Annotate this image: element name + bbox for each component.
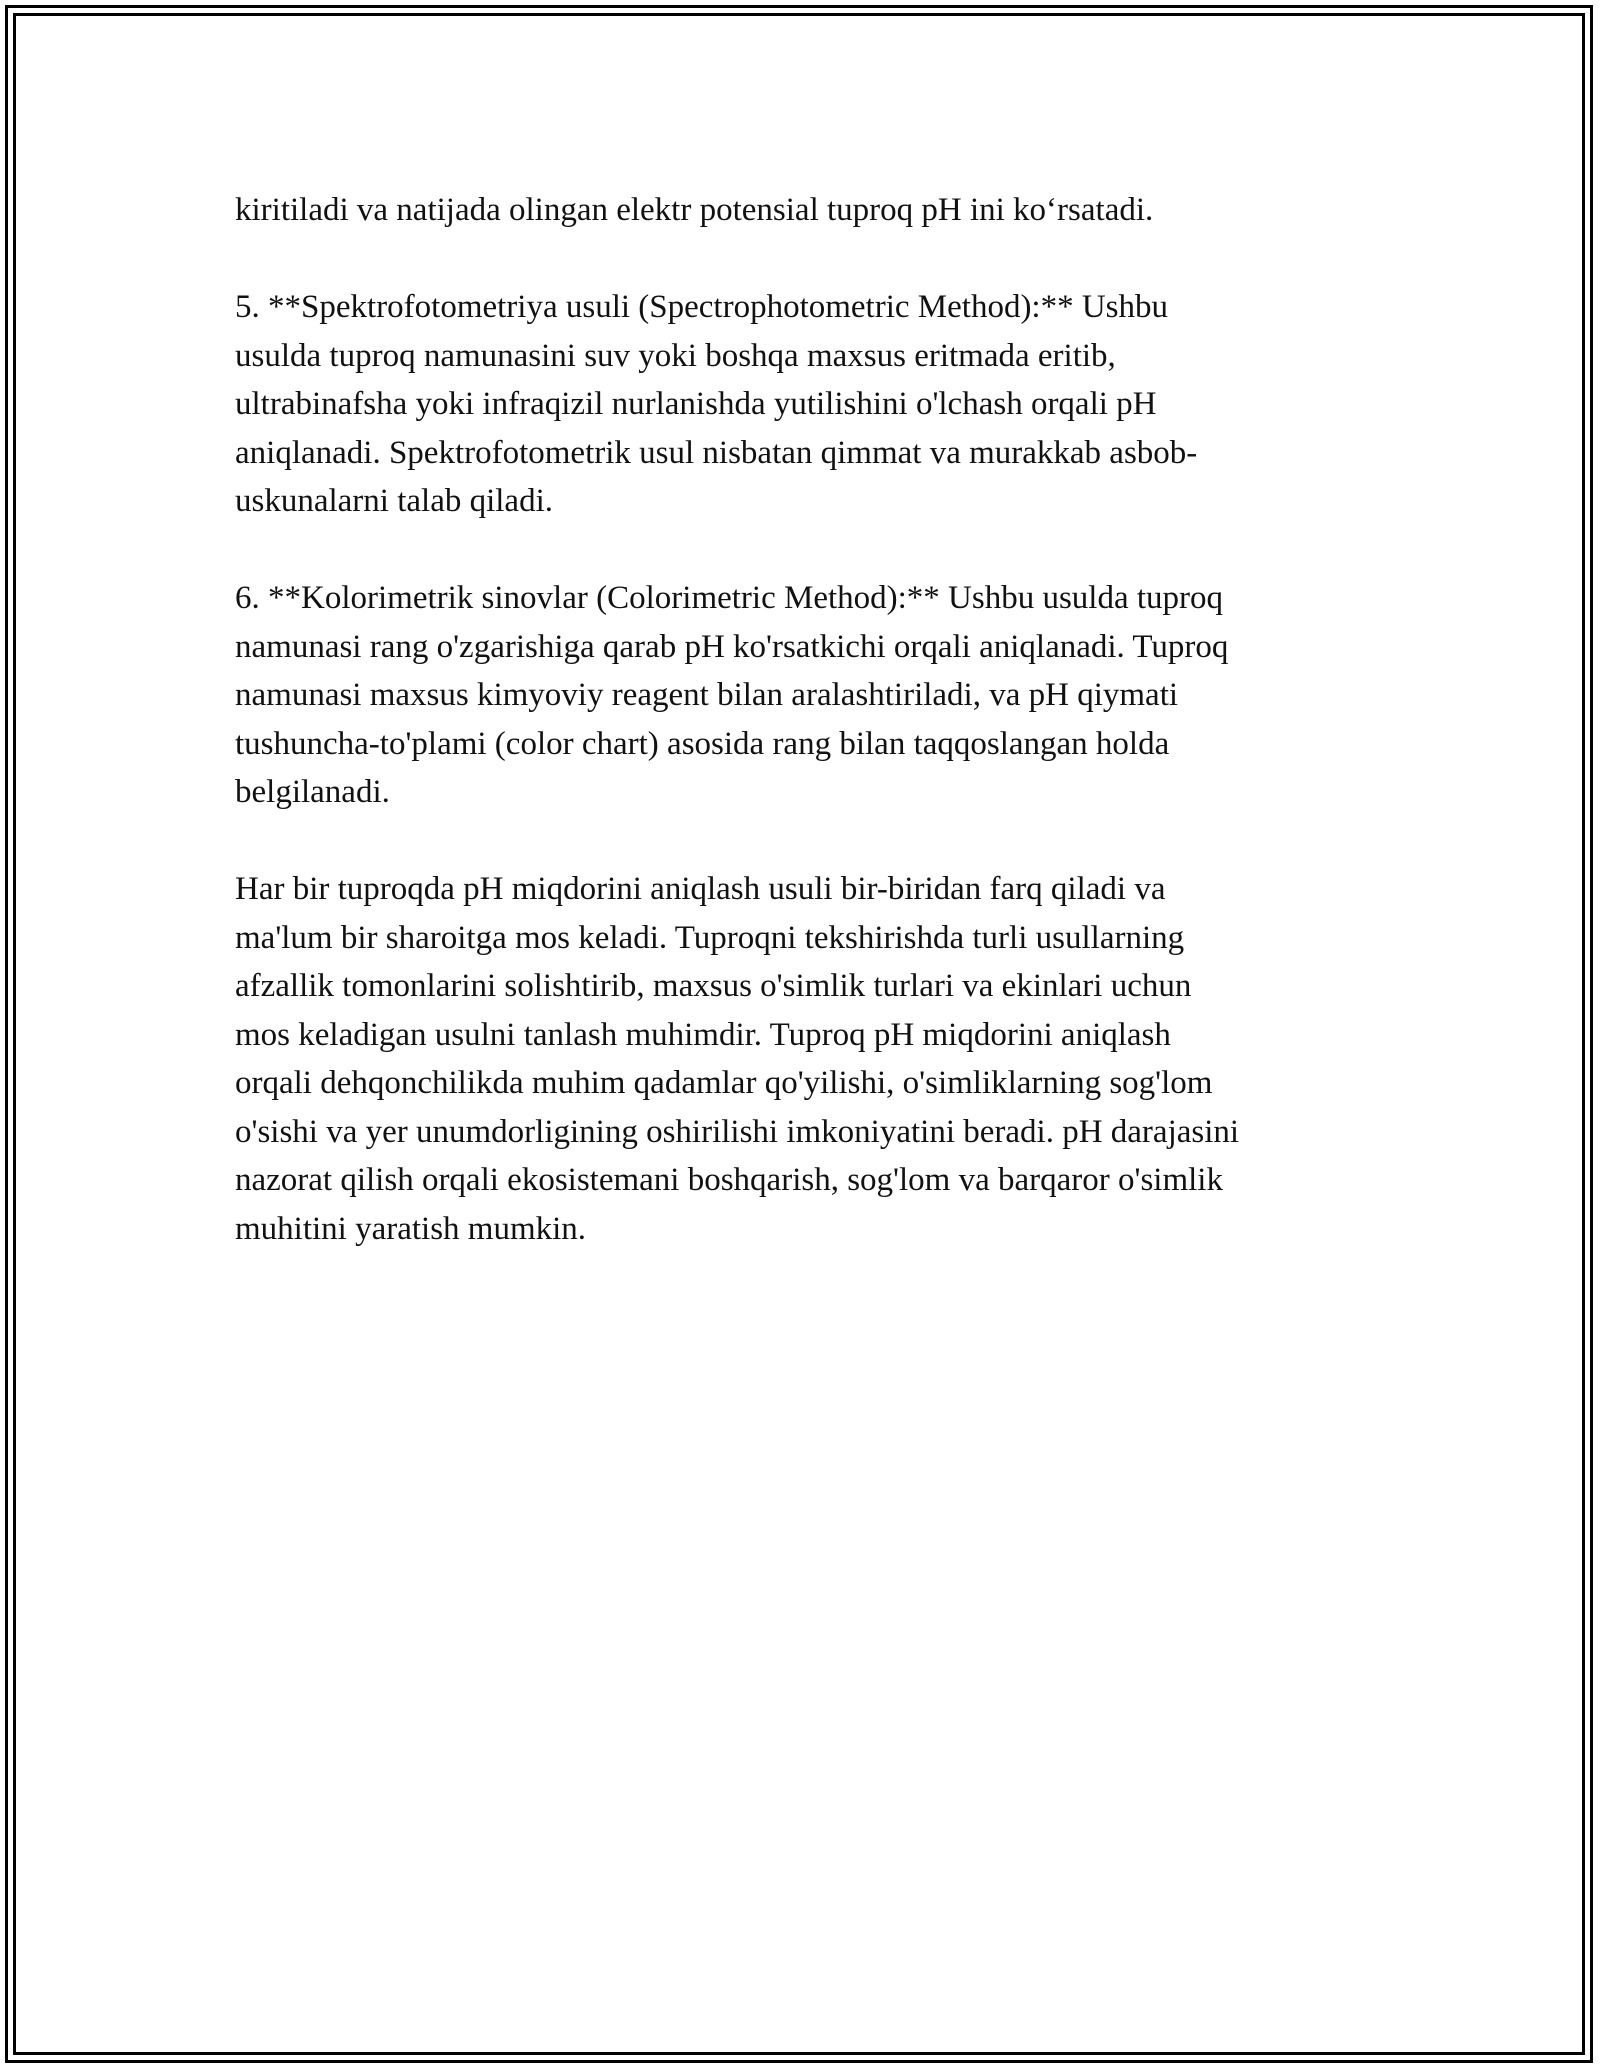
paragraph-continuation: kiritiladi va natijada olingan elektr potensial tuproq pH ini koʻrsatadi. — [235, 192, 1154, 228]
paragraph-conclusion: Har bir tuproqda pH miqdorini aniqlash usuli bir-biridan farq qiladi va ma'lum bir sharoitga mos keladi. Tuproqni tekshirishda turli usullarning afzallik tomonlarini solishtirib, maxsus o'simlik turlari va ekinlari uchun mos keladigan usulni tanlash muhimdir. Tuproq pH miqdorini aniqlash orqali dehqonchilikda muhim qadamlar qo'yilishi, o'simliklarning sog'lom o'sishi va yer unumdorligining oshirilishi imkoniyatini beradi. pH darajasini nazorat qilish orqali ekosistemani boshqarish, sog'lom va barqaror o'simlik muhitini yaratish mumkin. — [235, 871, 1240, 1247]
document-body — [235, 186, 1365, 1302]
paragraph-colorimetric-method: 6. **Kolorimetrik sinovlar (Colorimetric Method):** Ushbu usulda tuproq namunasi rang o'zgarishiga qarab pH ko'rsatkichi orqali aniqlanadi. Tuproq namunasi maxsus kimyoviy reagent bilan aralashtiriladi, va pH qiymati tushuncha-to'plami (color chart) asosida rang bilan taqqoslangan holda belgilanadi. — [235, 580, 1229, 810]
paragraph-spectrophotometric-method: 5. **Spektrofotometriya usuli (Spectrophotometric Method):** Ushbu usulda tuproq namunasini suv yoki boshqa maxsus eritmada eritib, ultrabinafsha yoki infraqizil nurlanishda yutilishini o'lchash orqali pH aniqlanadi. Spektrofotometrik usul nisbatan qimmat va murakkab asbob- uskunalarni talab qiladi. — [235, 289, 1198, 519]
